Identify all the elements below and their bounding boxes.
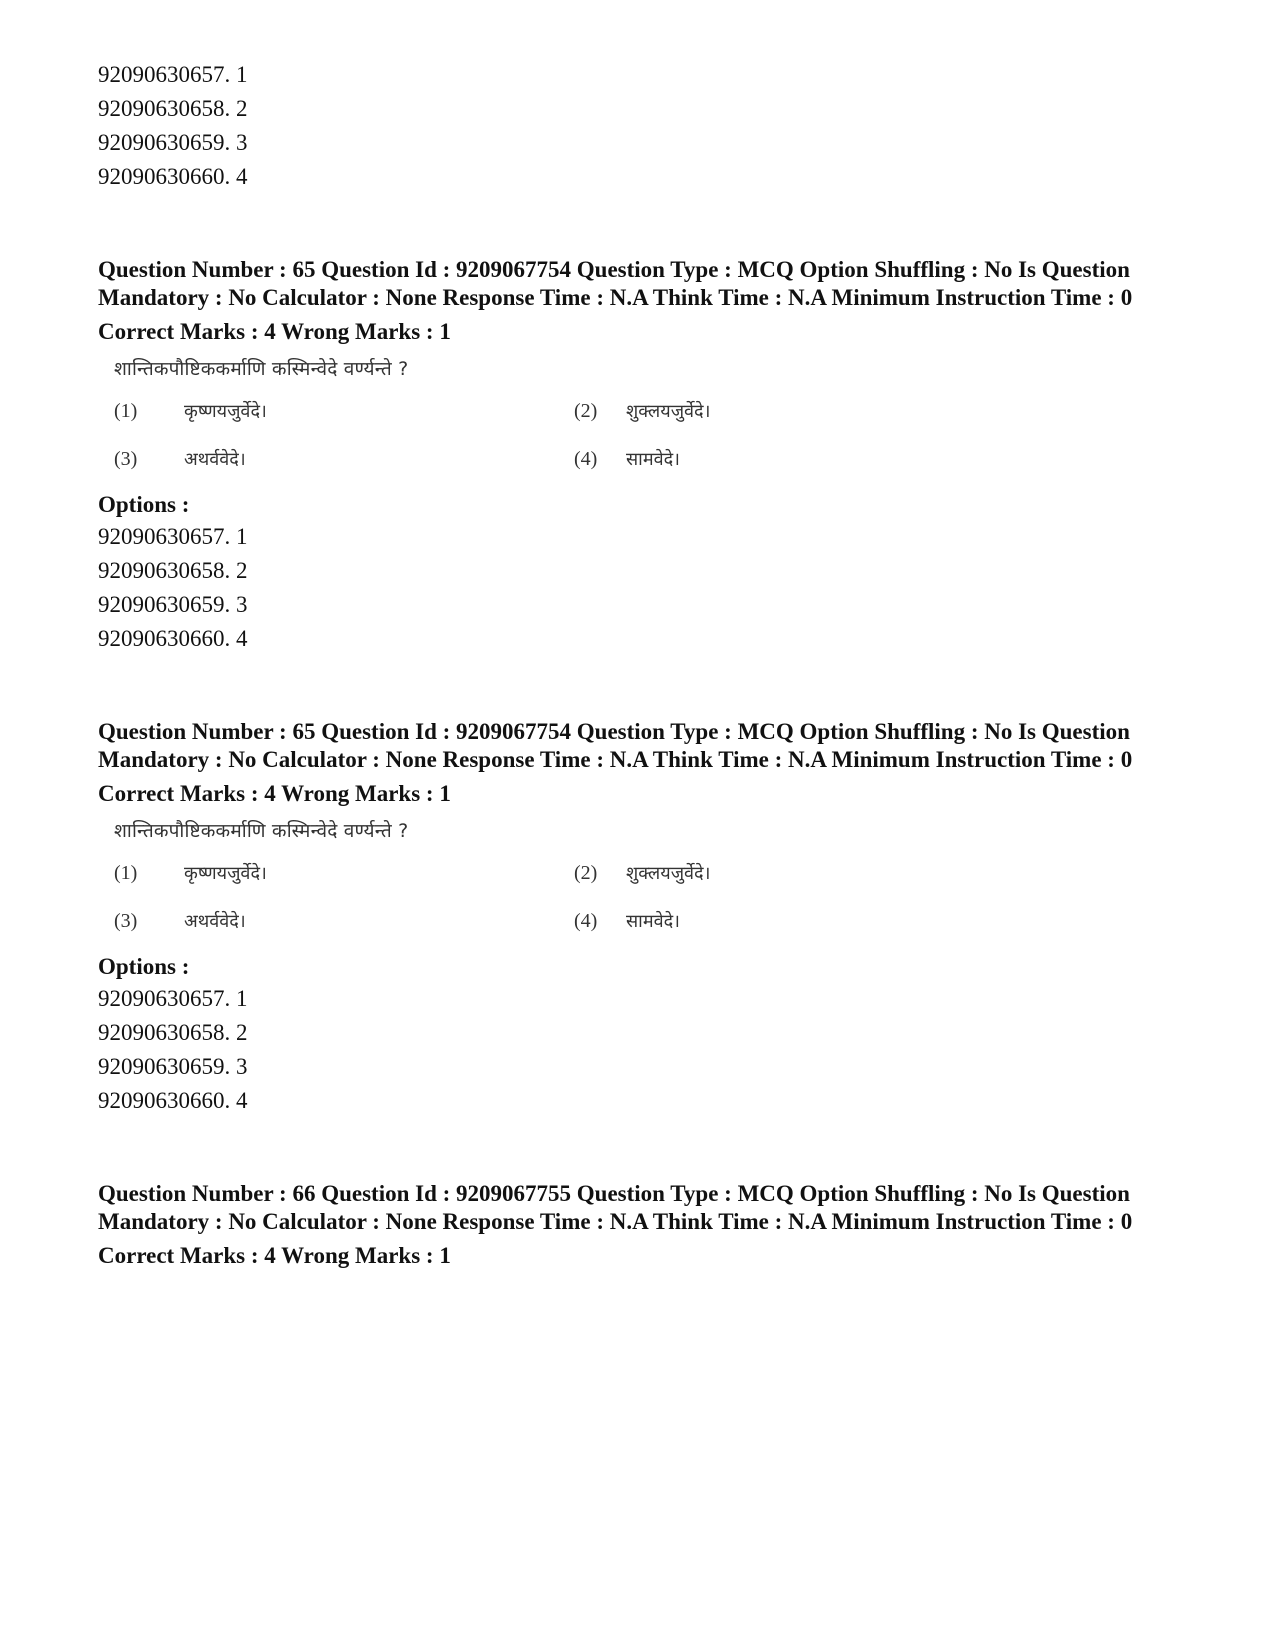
- choice-text: सामवेदे।: [626, 911, 680, 932]
- option-line: 92090630660. 4: [98, 626, 248, 651]
- choice-text: कृष्णयजुर्वेदे।: [184, 863, 267, 884]
- choice-4: [574, 444, 754, 474]
- choice-number: (3): [114, 909, 138, 932]
- question-meta: Question Number : 65 Question Id : 9209067754 Question Type : MCQ Option Shuffling : No Is Question Mandatory : No Calculator : None Response Time : N.A Think Time : N.A Minimum Instruction Time : 0: [98, 257, 1133, 310]
- options-list: [98, 520, 1178, 656]
- option-line: 92090630659. 3: [98, 130, 248, 155]
- choice-3: [114, 906, 574, 936]
- option-line: 92090630660. 4: [98, 164, 248, 189]
- choice-text: अथर्ववेदे।: [184, 911, 246, 932]
- choice-1: [114, 396, 574, 426]
- question-meta: Question Number : 65 Question Id : 9209067754 Question Type : MCQ Option Shuffling : No Is Question Mandatory : No Calculator : None Response Time : N.A Think Time : N.A Minimum Instruction Time : 0: [98, 719, 1133, 772]
- marks-line: Correct Marks : 4 Wrong Marks : 1: [98, 319, 451, 344]
- question-image: [114, 354, 754, 474]
- option-line: 92090630658. 2: [98, 1020, 248, 1045]
- choice-2: [574, 858, 754, 888]
- question-stem: शान्तिकपौष्टिककर्माणि कस्मिन्वेदे वर्ण्यन्ते ?: [114, 820, 409, 842]
- choice-number: (2): [574, 399, 598, 422]
- option-line: 92090630657. 1: [98, 524, 248, 549]
- choice-number: (1): [114, 861, 138, 884]
- choice-number: (4): [574, 447, 598, 470]
- option-line: 92090630657. 1: [98, 62, 248, 87]
- document-page: [98, 58, 1178, 1270]
- question-block: [98, 256, 1178, 656]
- options-heading: Options :: [98, 492, 190, 517]
- marks-line: Correct Marks : 4 Wrong Marks : 1: [98, 1243, 451, 1268]
- choice-text: शुक्लयजुर्वेदे।: [626, 863, 711, 884]
- choice-number: (3): [114, 447, 138, 470]
- choice-text: कृष्णयजुर्वेदे।: [184, 401, 267, 422]
- choice-3: [114, 444, 574, 474]
- option-line: 92090630659. 3: [98, 592, 248, 617]
- choice-number: (2): [574, 861, 598, 884]
- choice-2: [574, 396, 754, 426]
- options-list-top: [98, 58, 1178, 194]
- choice-text: शुक्लयजुर्वेदे।: [626, 401, 711, 422]
- marks-line: Correct Marks : 4 Wrong Marks : 1: [98, 781, 451, 806]
- question-meta: Question Number : 66 Question Id : 9209067755 Question Type : MCQ Option Shuffling : No Is Question Mandatory : No Calculator : None Response Time : N.A Think Time : N.A Minimum Instruction Time : 0: [98, 1181, 1133, 1234]
- option-line: 92090630658. 2: [98, 558, 248, 583]
- choice-text: सामवेदे।: [626, 449, 680, 470]
- option-line: 92090630657. 1: [98, 986, 248, 1011]
- question-block: [98, 718, 1178, 1118]
- question-stem: शान्तिकपौष्टिककर्माणि कस्मिन्वेदे वर्ण्यन्ते ?: [114, 358, 409, 380]
- choice-1: [114, 858, 574, 888]
- options-list: [98, 982, 1178, 1118]
- options-heading: Options :: [98, 954, 190, 979]
- option-line: 92090630660. 4: [98, 1088, 248, 1113]
- question-block: [98, 1180, 1178, 1270]
- choice-grid: [114, 858, 754, 936]
- choice-number: (4): [574, 909, 598, 932]
- option-line: 92090630658. 2: [98, 96, 248, 121]
- option-line: 92090630659. 3: [98, 1054, 248, 1079]
- question-image: [114, 816, 754, 936]
- choice-grid: [114, 396, 754, 474]
- choice-4: [574, 906, 754, 936]
- choice-text: अथर्ववेदे।: [184, 449, 246, 470]
- choice-number: (1): [114, 399, 138, 422]
